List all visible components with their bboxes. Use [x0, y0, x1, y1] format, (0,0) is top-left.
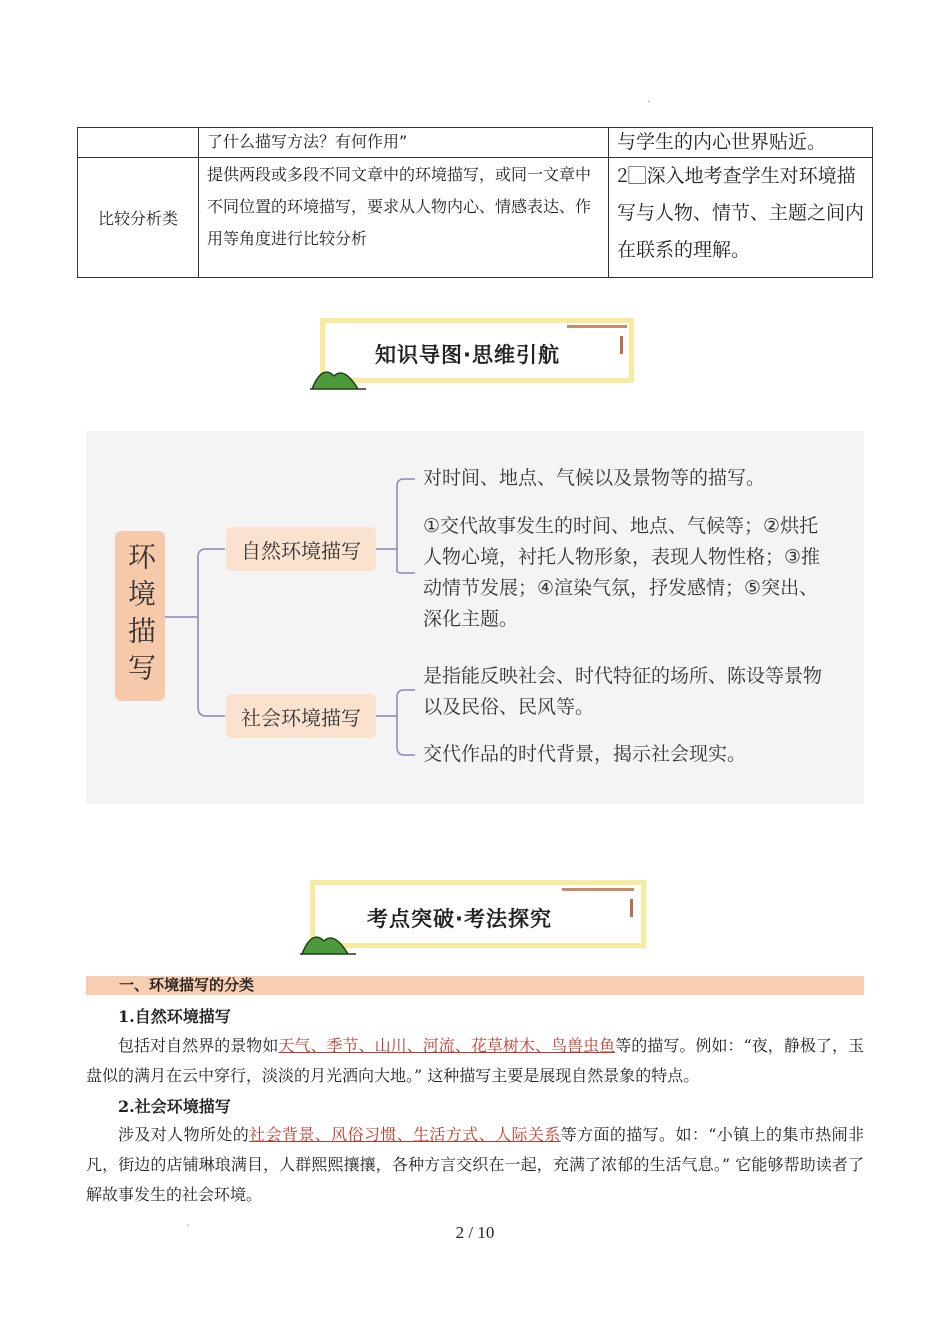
table-cell-category: [78, 128, 199, 158]
table-row: [78, 128, 873, 158]
mindmap-leaf: ①交代故事发生的时间、地点、气候等；②烘托人物心境，衬托人物形象，表现人物性格；③推动情节发展；④渲染气氛，抒发感情；⑤突出、深化主题。: [423, 515, 821, 630]
section-banner-mindmap: [310, 316, 636, 390]
table-cell-method: 了什么描写方法？有何作用”: [199, 128, 609, 158]
paragraph-natural: 包括对自然界的景物如天气、季节、山川、河流、花草树木、鸟兽虫鱼等的描写。例如：“夜，静极了，玉盘似的满月在云中穿行，淡淡的月光洒向大地。” 这种描写主要是展现自然景象的特点。: [86, 1036, 864, 1085]
table-cell-method: 提供两段或多段不同文章中的环境描写，或同一文章中不同位置的环境描写，要求从人物内心、情感表达、作用等角度进行比较分析: [199, 158, 609, 278]
table-row: [78, 158, 873, 278]
section-heading: 一、环境描写的分类: [86, 976, 864, 995]
mindmap-node-natural: 自然环境描写: [226, 527, 376, 571]
stray-dot: .: [647, 94, 651, 105]
banner-title: 考点突破·考法探究: [367, 907, 552, 931]
hill-icon: [300, 927, 356, 955]
mindmap-leaf: 交代作品的时代背景，揭示社会现实。: [423, 743, 747, 765]
banner-title: 知识导图·思维引航: [375, 343, 560, 367]
highlight-text: 天气、季节、山川、河流、花草树木、鸟兽虫鱼: [278, 1036, 616, 1055]
subheading-social: 2.社会环境描写: [118, 1097, 231, 1116]
subheading-natural: 1.自然环境描写: [118, 1007, 231, 1026]
hill-icon: [310, 362, 366, 390]
table-cell-category: 比较分析类: [78, 158, 199, 278]
section-banner-exam: [300, 879, 646, 955]
mindmap-leaf: 对时间、地点、气候以及景物等的描写。: [423, 467, 766, 489]
table-cell-purpose: 与学生的内心世界贴近。: [609, 128, 873, 158]
page-number: 2 / 10: [455, 1223, 495, 1242]
mindmap-leaf: 是指能反映社会、时代特征的场所、陈设等景物以及民俗、民风等。: [423, 665, 823, 718]
paragraph-social: 涉及对人物所处的社会背景、风俗习惯、生活方式、人际关系等方面的描写。如：“小镇上的集市热闹非凡，街边的店铺琳琅满目，人群熙熙攘攘，各种方言交织在一起，充满了浓郁的生活气息。” 它能够帮助读者了解故事发生的社会环境。: [86, 1125, 864, 1204]
table-cell-purpose: 2⃞深入地考查学生对环境描写与人物、情节、主题之间内在联系的理解。: [609, 158, 873, 278]
highlight-text: 社会背景、风俗习惯、生活方式、人际关系: [249, 1125, 561, 1144]
mindmap-node-social: 社会环境描写: [226, 694, 376, 738]
question-type-table: [77, 127, 873, 278]
mindmap: [86, 431, 864, 804]
stray-dot: .: [186, 1218, 190, 1229]
mindmap-root: 环境描写: [115, 531, 165, 701]
